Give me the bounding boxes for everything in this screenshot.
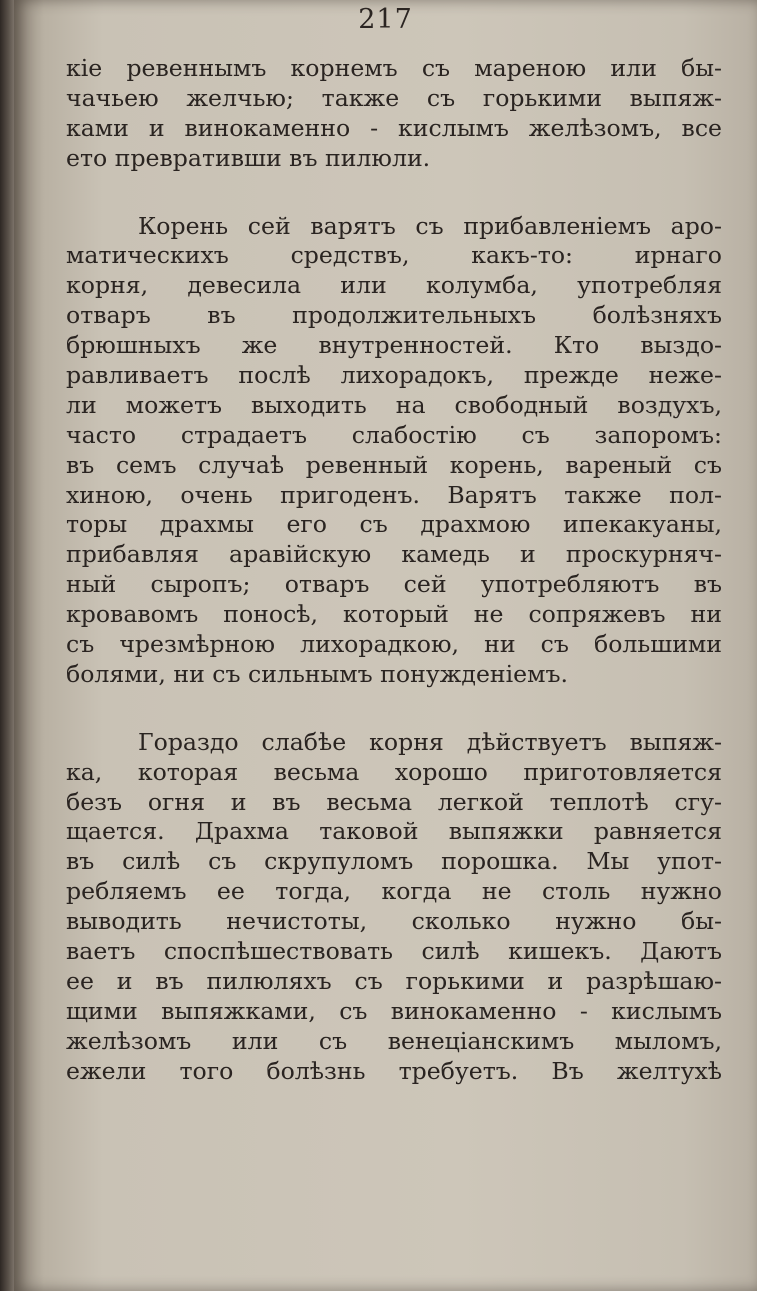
text-line: выводить нечистоты, сколько нужно бы- [66,907,722,936]
text-line: равливаетъ послѣ лихорадокъ, прежде неже- [66,361,722,390]
text-line: ка, которая весьма хорошо приготовляется [66,757,722,786]
text-line: Гораздо слабѣе корня дѣйствуетъ выпяж- [138,727,722,756]
text-line: ето превративши въ пилюли. [66,143,431,172]
book-spine-shadow [0,0,14,1291]
paragraph-gap [66,690,722,728]
text-line: хиною, очень пригоденъ. Варятъ также пол- [66,480,722,509]
text-line: ваетъ споспѣшествовать силѣ кишекъ. Даютъ [66,937,722,966]
text-line: щается. Драхма таковой выпяжки равняется [66,817,722,846]
text-line: ее и въ пилюляхъ съ горькими и разрѣшаю- [66,966,722,995]
text-line: кіе ревеннымъ корнемъ съ мареною или бы- [66,54,722,82]
page-number: 217 [358,4,413,35]
text-line: часто страдаетъ слабостію съ запоромъ: [66,420,722,449]
paragraph [66,728,722,1087]
paragraph [66,212,722,690]
text-line: брюшныхъ же внутренностей. Кто выздо- [66,331,722,360]
text-line: кровавомъ поносѣ, который не сопряжевъ ни [66,600,722,629]
paragraph-gap [66,174,722,212]
text-line: ли можетъ выходить на свободный воздухъ, [66,390,722,419]
text-line: ный сыропъ; отваръ сей употребляютъ въ [66,570,722,599]
text-line: корня, девесила или колумба, употребляя [66,271,722,300]
book-page [14,0,757,1291]
text-line: въ семъ случаѣ ревенный корень, вареный съ [66,450,722,479]
text-line: матическихъ средствъ, какъ-то: ирнаго [66,241,722,270]
paragraph [66,54,722,174]
text-line: чачьею желчью; также съ горькими выпяж- [66,83,722,112]
text-line: торы драхмы его съ драхмою ипекакуаны, [66,510,722,539]
text-line: ежели того болѣзнь требуетъ. Въ желтухѣ [66,1056,722,1085]
text-line: въ силѣ съ скрупуломъ порошка. Мы упот- [66,847,722,876]
text-line: съ чрезмѣрною лихорадкою, ни съ большими [66,630,722,659]
text-line: безъ огня и въ весьма легкой теплотѣ сгу- [66,787,722,816]
page-text [66,54,722,1087]
text-line: щими выпяжками, съ винокаменно - кислымъ [66,996,722,1025]
text-line: прибавляя аравійскую камедь и проскурняч- [66,540,722,569]
text-line: Корень сей варятъ съ прибавленіемъ аро- [138,211,722,240]
text-line: отваръ въ продолжительныхъ болѣзняхъ [66,301,722,330]
text-line: желѣзомъ или съ венеціанскимъ мыломъ, [66,1026,722,1055]
text-line: болями, ни съ сильнымъ понужденіемъ. [66,659,569,688]
text-line: ребляемъ ее тогда, когда не столь нужно [66,877,722,906]
text-line: ками и винокаменно - кислымъ желѣзомъ, все [66,113,722,142]
